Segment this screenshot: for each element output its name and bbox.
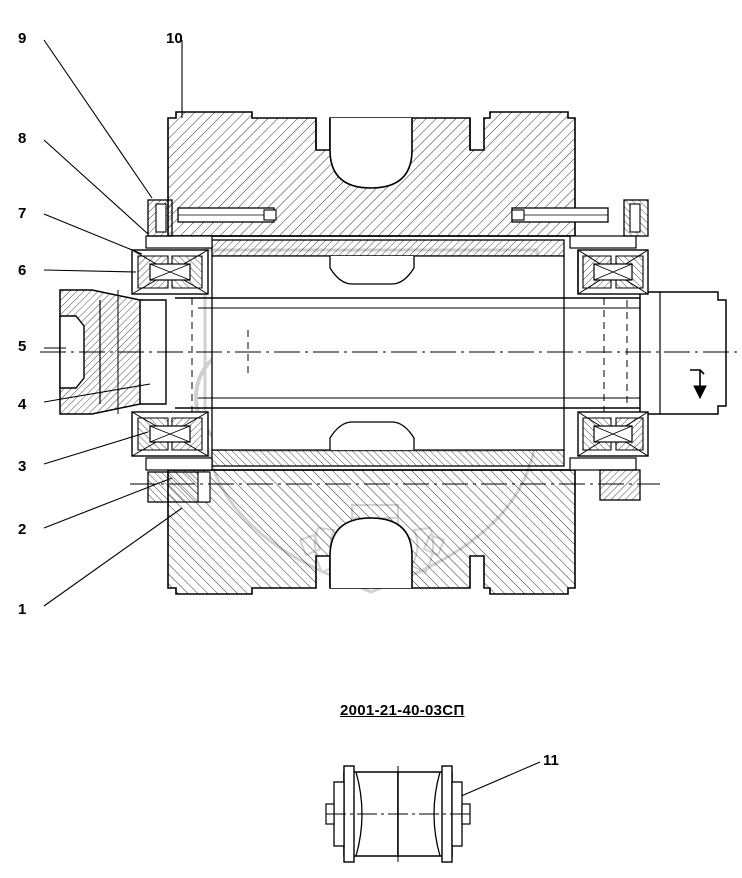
callout-2[interactable]: 2 <box>18 521 27 538</box>
callout-6[interactable]: 6 <box>18 262 27 279</box>
callout-9[interactable]: 9 <box>18 30 27 47</box>
callout-3[interactable]: 3 <box>18 458 27 475</box>
callout-4[interactable]: 4 <box>18 396 27 413</box>
callout-5[interactable]: 5 <box>18 338 27 355</box>
roller-section-view <box>40 40 740 800</box>
axle-right-end <box>640 292 726 414</box>
bolt-upper-right <box>512 208 608 222</box>
callout-10[interactable]: 10 <box>166 30 183 47</box>
roller-shell-lower <box>168 470 575 594</box>
callout-11[interactable]: 11 <box>543 752 559 769</box>
callout-1[interactable]: 1 <box>18 601 27 618</box>
roller-side-view <box>326 766 470 862</box>
callout-7[interactable]: 7 <box>18 205 27 222</box>
bolt-upper-left <box>178 208 276 222</box>
part-number-label: 2001-21-40-03СП <box>340 702 465 719</box>
callout-8[interactable]: 8 <box>18 130 27 147</box>
bearing-right-lower <box>570 412 648 500</box>
